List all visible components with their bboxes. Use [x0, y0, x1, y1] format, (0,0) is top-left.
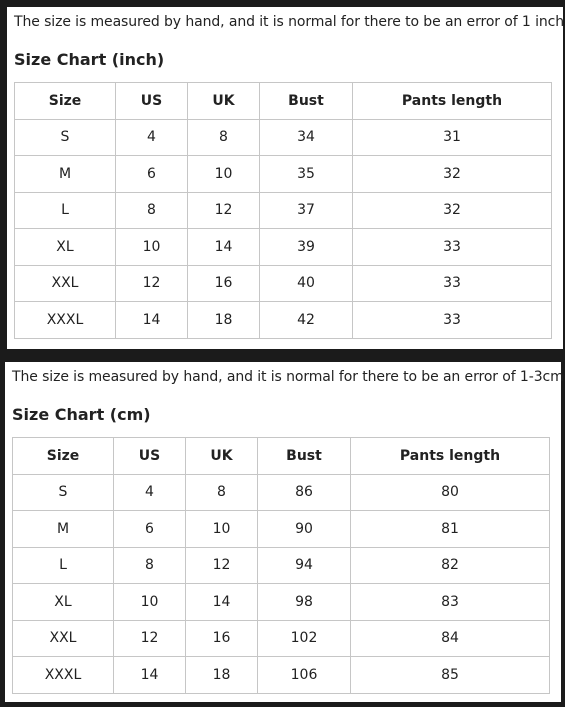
column-header-size: Size	[15, 83, 116, 120]
cell-bust: 35	[260, 156, 353, 193]
cell-us: 6	[114, 511, 186, 548]
table-row	[15, 302, 552, 339]
cell-bust: 90	[258, 511, 351, 548]
cell-us: 8	[116, 192, 188, 229]
column-header-us: US	[116, 83, 188, 120]
cell-bust: 39	[260, 229, 353, 266]
cell-us: 4	[116, 119, 188, 156]
table-row	[13, 474, 550, 511]
cell-size: XXL	[13, 620, 114, 657]
table-row	[15, 119, 552, 156]
cell-size: M	[15, 156, 116, 193]
cell-us: 10	[116, 229, 188, 266]
cell-uk: 12	[186, 547, 258, 584]
cell-bust: 106	[258, 657, 351, 694]
cell-us: 12	[114, 620, 186, 657]
table-row	[13, 620, 550, 657]
cell-us: 6	[116, 156, 188, 193]
cell-pants-length: 33	[353, 265, 552, 302]
cell-size: XL	[15, 229, 116, 266]
table-header-row	[15, 83, 552, 120]
column-header-us: US	[114, 438, 186, 475]
table-row	[15, 156, 552, 193]
cell-pants-length: 83	[351, 584, 550, 621]
cell-pants-length: 81	[351, 511, 550, 548]
size-chart-cm-panel	[5, 362, 564, 702]
column-header-bust: Bust	[260, 83, 353, 120]
cell-pants-length: 82	[351, 547, 550, 584]
cell-bust: 102	[258, 620, 351, 657]
cell-uk: 16	[188, 265, 260, 302]
cell-uk: 14	[186, 584, 258, 621]
cell-uk: 8	[188, 119, 260, 156]
table-row	[15, 192, 552, 229]
table-row	[13, 547, 550, 584]
cell-size: M	[13, 511, 114, 548]
column-header-uk: UK	[188, 83, 260, 120]
cell-uk: 18	[188, 302, 260, 339]
cell-uk: 16	[186, 620, 258, 657]
column-header-size: Size	[13, 438, 114, 475]
cell-size: S	[15, 119, 116, 156]
cell-pants-length: 84	[351, 620, 550, 657]
cell-uk: 18	[186, 657, 258, 694]
table-row	[13, 657, 550, 694]
cell-us: 12	[116, 265, 188, 302]
cell-bust: 42	[260, 302, 353, 339]
cell-pants-length: 32	[353, 156, 552, 193]
size-table-inch	[14, 82, 552, 339]
cell-uk: 10	[186, 511, 258, 548]
cell-pants-length: 33	[353, 229, 552, 266]
size-chart-inch-panel	[7, 7, 563, 349]
column-header-pants-length: Pants length	[353, 83, 552, 120]
cell-pants-length: 33	[353, 302, 552, 339]
cell-us: 14	[116, 302, 188, 339]
cell-size: L	[15, 192, 116, 229]
column-header-pants-length: Pants length	[351, 438, 550, 475]
cell-pants-length: 32	[353, 192, 552, 229]
cell-size: XL	[13, 584, 114, 621]
table-header-row	[13, 438, 550, 475]
size-table-cm	[12, 437, 550, 694]
cell-us: 10	[114, 584, 186, 621]
cell-us: 14	[114, 657, 186, 694]
cell-size: S	[13, 474, 114, 511]
cell-uk: 10	[188, 156, 260, 193]
measurement-note-inch: The size is measured by hand, and it is normal for there to be an error of 1 inch	[14, 14, 565, 30]
column-header-uk: UK	[186, 438, 258, 475]
size-chart-cm-title: Size Chart (cm)	[12, 405, 151, 424]
cell-pants-length: 85	[351, 657, 550, 694]
table-row	[13, 584, 550, 621]
measurement-note-cm: The size is measured by hand, and it is normal for there to be an error of 1-3cm	[12, 369, 564, 385]
cell-uk: 8	[186, 474, 258, 511]
cell-bust: 98	[258, 584, 351, 621]
size-chart-inch-title: Size Chart (inch)	[14, 50, 165, 69]
table-row	[15, 229, 552, 266]
cell-size: XXXL	[15, 302, 116, 339]
cell-bust: 86	[258, 474, 351, 511]
table-row	[13, 511, 550, 548]
cell-bust: 40	[260, 265, 353, 302]
column-header-bust: Bust	[258, 438, 351, 475]
cell-size: XXXL	[13, 657, 114, 694]
cell-size: XXL	[15, 265, 116, 302]
cell-pants-length: 80	[351, 474, 550, 511]
cell-uk: 12	[188, 192, 260, 229]
table-row	[15, 265, 552, 302]
cell-bust: 34	[260, 119, 353, 156]
cell-pants-length: 31	[353, 119, 552, 156]
cell-bust: 37	[260, 192, 353, 229]
cell-size: L	[13, 547, 114, 584]
cell-uk: 14	[188, 229, 260, 266]
cell-us: 4	[114, 474, 186, 511]
cell-bust: 94	[258, 547, 351, 584]
cell-us: 8	[114, 547, 186, 584]
